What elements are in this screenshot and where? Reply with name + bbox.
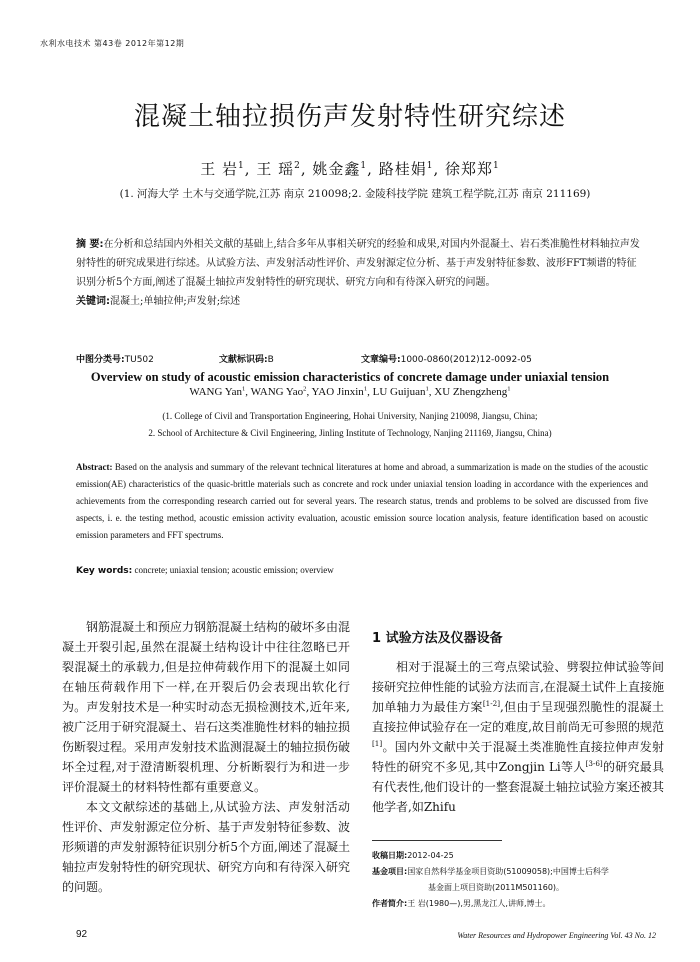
body-paragraph: 相对于混凝土的三弯点梁试验、劈裂拉伸试验等间接研究拉伸性能的试验方法而言,在混凝土试件上直接施加单轴力为最佳方案[1-2],但由于呈现强烈脆性的混凝土直接拉伸试验存在一定的难度,故目前尚无可参照的规范[1]。国内外文献中关于混凝土类准脆性直接拉伸声发射特性的研究不多见,其中Zongjin Li等人[3-6]的研究最具有代表性,他们设计的一整套混凝土轴拉试验方案还被其他学者,如Zhifu bbox=[372, 660, 664, 814]
body-paragraph: 钢筋混凝土和预应力钢筋混凝土结构的破坏多由混凝土开裂引起,虽然在混凝土结构设计中往往忽略已开裂混凝土的承载力,但是拉伸荷载作用下的混凝土如同在轴压荷载作用下一样,在开裂后仍会表现出软化行为。声发射技术是一种实时动态无损检测技术,近年来,被广泛用于研究混凝土、岩石这类准脆性材料的轴拉损伤断裂过程。采用声发射技术监测混凝土的轴拉损伤破坏全过程,对于澄清断裂机理、分析断裂行为和进一步评价混凝土的材料特性都有重要意义。 bbox=[62, 620, 351, 794]
author-en: WANG Yao bbox=[250, 386, 304, 398]
section-heading: 1 试验方法及仪器设备 bbox=[372, 631, 503, 646]
affiliation-en-line: (1. College of Civil and Transportation Engineering, Hohai University, Nanjing 210098, Jiangsu, China; bbox=[162, 411, 538, 421]
author-en: LU Guijuan bbox=[372, 386, 426, 398]
author-cn: 徐郑郑 bbox=[444, 160, 493, 178]
abstract-cn bbox=[76, 235, 646, 311]
body-right-column bbox=[372, 657, 664, 817]
citation-ref: [1-2] bbox=[482, 699, 501, 708]
article-number: 文章编号:1000-0860(2012)12-0092-05 bbox=[361, 355, 532, 365]
keywords-cn-label: 关键词: bbox=[76, 296, 110, 307]
received-date: 收稿日期:2012-04-25 bbox=[372, 851, 454, 860]
author-affil-sup: 1 bbox=[360, 161, 368, 171]
body-paragraph: 本文文献综述的基础上,从试验方法、声发射活动性评价、声发射源定位分析、基于声发射特征参数、波形频谱的声发射源特征识别分析5个方面,阐述了混凝土轴拉声发射特性的研究现状、研究方向和有待深入研究的问题。 bbox=[62, 800, 351, 894]
affiliation-en-line: 2. School of Architecture & Civil Engineering, Jinling Institute of Technology, Nanjing 211169, Jiangsu, China) bbox=[148, 428, 552, 438]
author-en: WANG Yan bbox=[189, 386, 242, 398]
author-affil-sup: 1 bbox=[493, 161, 500, 171]
authors-cn: 王 岩$^1$, 王 瑶$^2$, 姚金鑫$^1$, 路桂娟$^1$, 徐郑郑$^1$ bbox=[200, 160, 500, 178]
author-en: YAO Jinxin bbox=[311, 386, 364, 398]
author-en: XU Zhengzheng bbox=[434, 386, 508, 398]
fund-info: 基金项目:国家自然科学基金项目资助(51009058);中国博士后科学 bbox=[372, 867, 609, 876]
footnotes bbox=[372, 848, 672, 912]
citation-ref: [3-6] bbox=[585, 759, 603, 768]
author-affil-sup: 2 bbox=[294, 161, 301, 171]
author-affil-sup: 1 bbox=[426, 161, 434, 171]
document-code: 文献标识码:B bbox=[219, 355, 274, 365]
keywords-en-label: Key words: bbox=[76, 566, 133, 576]
citation-ref: [1] bbox=[372, 739, 383, 748]
affiliation-cn: (1. 河海大学 土木与交通学院,江苏 南京 210098;2. 金陵科技学院 建筑工程学院,江苏 南京 211169) bbox=[119, 188, 591, 200]
author-bio: 作者简介:王 岩(1980—),男,黑龙江人,讲师,博士。 bbox=[372, 899, 551, 908]
page-number: 92 bbox=[76, 929, 88, 940]
abstract-en bbox=[76, 459, 648, 544]
journal-footer: Water Resources and Hydropower Engineering Vol. 43 No. 12 bbox=[457, 931, 656, 940]
author-affil-sup: 1 bbox=[238, 161, 245, 171]
affiliation-en bbox=[0, 408, 700, 442]
running-head: 水利水电技术 第43卷 2012年第12期 bbox=[40, 39, 185, 48]
paper-title-en: Overview on study of acoustic emission characteristics of concrete damage under uniaxial tension bbox=[90, 370, 610, 384]
abstract-en-label: Abstract: bbox=[76, 462, 113, 472]
author-cn: 路桂娟 bbox=[378, 160, 427, 178]
author-cn: 王 岩 bbox=[200, 160, 239, 178]
keywords-cn-text: 混凝土;单轴拉伸;声发射;综述 bbox=[110, 296, 241, 307]
abstract-cn-text: 在分析和总结国内外相关文献的基础上,结合多年从事相关研究的经验和成果,对国内外混凝土、岩石类准脆性材料轴拉声发射特性的研究成果进行综述。从试验方法、声发射活动性评价、声发射源定位分析、基于声发射特征参数、波形FFT频谱的特征识别分析5个方面,阐述了混凝土轴拉声发射特性的研究现状、研究方向和有待深入研究的问题。 bbox=[76, 239, 640, 288]
keywords-en bbox=[76, 565, 648, 576]
author-cn: 王 瑶 bbox=[256, 160, 295, 178]
abstract-cn-label: 摘 要: bbox=[76, 239, 104, 250]
authors-en: WANG Yan$^1$, WANG Yao$^2$, YAO Jinxin$^1$, LU Guijuan$^1$, XU Zhengzheng$^1$ bbox=[189, 385, 511, 398]
clc-number: 中图分类号:TU502 bbox=[76, 355, 154, 365]
fund-info-cont: 基金面上项目资助(2011M501160)。 bbox=[428, 883, 565, 892]
body-left-column bbox=[62, 617, 350, 897]
footnote-divider bbox=[372, 840, 502, 841]
keywords-en-text: concrete; uniaxial tension; acoustic emission; overview bbox=[134, 565, 334, 575]
paper-title-cn: 混凝土轴拉损伤声发射特性研究综述 bbox=[133, 102, 566, 132]
abstract-en-text: Based on the analysis and summary of the relevant technical literatures at home and abroad, a summarization is made on the studies of the acoustic emission(AE) characteristics of the quasic-brittle materials such as concrete and rock under uniaxial tension loading in accordance with the experiences and achievements from the corresponding research carried out for several years. The research status, trends and problems to be solved are discussed from five aspects, i. e. the testing method, acoustic emission activity evaluation, acoustic emission source location analysis, feature identification based on acoustic emission parameters and FFT spectrums. bbox=[76, 462, 648, 540]
author-cn: 姚金鑫 bbox=[312, 160, 361, 178]
